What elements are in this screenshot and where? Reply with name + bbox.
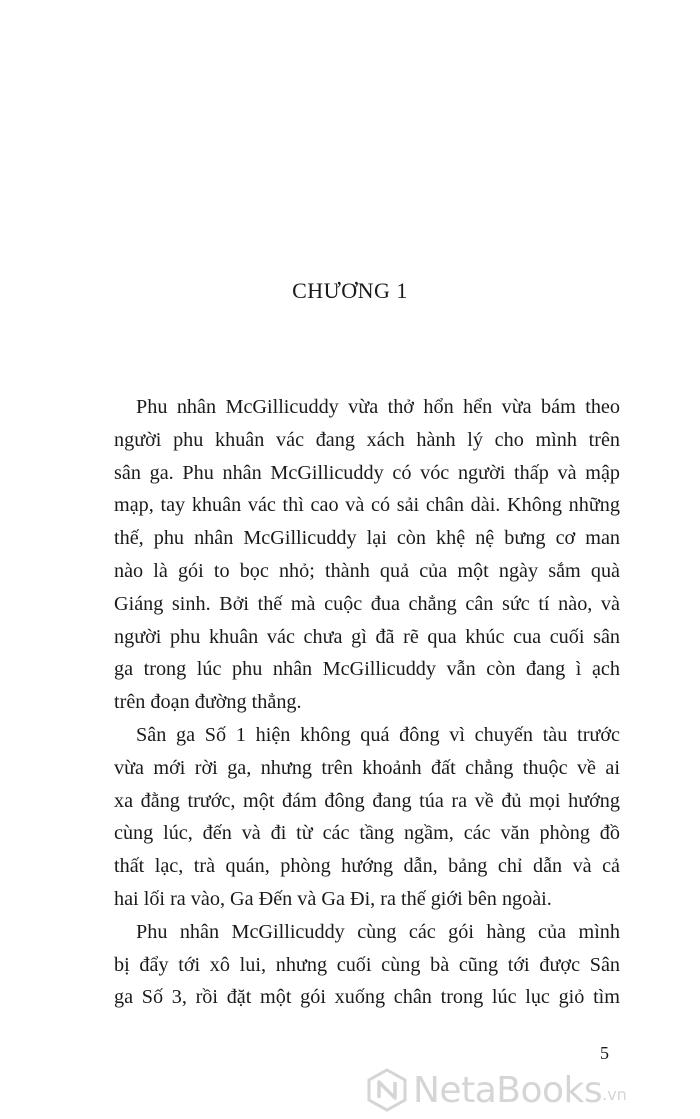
page-number: 5 [600,1043,609,1063]
chapter-body [114,391,620,1014]
body-line: xa đằng trước, một đám đông đang túa ra về đủ mọi hướng [114,789,620,812]
body-line: người phu khuân vác đang xách hành lý cho mình trên [114,428,620,451]
body-line: bị đẩy tới xô lui, nhưng cuối cùng bà cũng tới được Sân [114,953,620,976]
body-line: thất lạc, trà quán, phòng hướng dẫn, bảng chỉ dẫn và cả [114,855,620,878]
body-line: ga trong lúc phu nhân McGillicuddy vẫn còn đang ì ạch [114,658,620,681]
body-line: thế, phu nhân McGillicuddy lại còn khệ nệ bưng cơ man [114,527,620,550]
chapter-title: CHƯƠNG 1 [292,278,408,303]
body-line: sân ga. Phu nhân McGillicuddy có vóc người thấp và mập [114,461,620,484]
body-line: mạp, tay khuân vác thì cao và có sải chân dài. Không những [114,494,620,517]
body-line: hai lối ra vào, Ga Đến và Ga Đi, ra thế giới bên ngoài. [114,887,552,910]
body-line: Sân ga Số 1 hiện không quá đông vì chuyến tàu trước [136,723,620,746]
netabooks-logo-icon [365,1068,409,1112]
body-line: người phu khuân vác chưa gì đã rẽ qua khúc cua cuối sân [114,625,620,648]
watermark-suffix: .vn [602,1085,627,1104]
body-line: nào là gói to bọc nhỏ; thành quả của một ngày sắm quà [114,559,620,582]
body-line: cùng lúc, đến và đi từ các tầng ngầm, các văn phòng đồ [114,822,620,845]
watermark-brand: NetaBooks [413,1069,603,1111]
body-line: trên đoạn đường thẳng. [114,691,302,714]
body-line: Phu nhân McGillicuddy vừa thở hổn hển vừa bám theo [136,396,620,418]
watermark [365,1068,627,1112]
body-line: Phu nhân McGillicuddy cùng các gói hàng của mình [136,920,620,943]
body-line: ga Số 3, rồi đặt một gói xuống chân trong lúc lục giỏ tìm [114,986,620,1009]
body-line: Giáng sinh. Bởi thế mà cuộc đua chẳng cân sức tí nào, và [114,592,620,615]
body-line: vừa mới rời ga, nhưng trên khoảnh đất chẳng thuộc về ai [114,756,620,779]
